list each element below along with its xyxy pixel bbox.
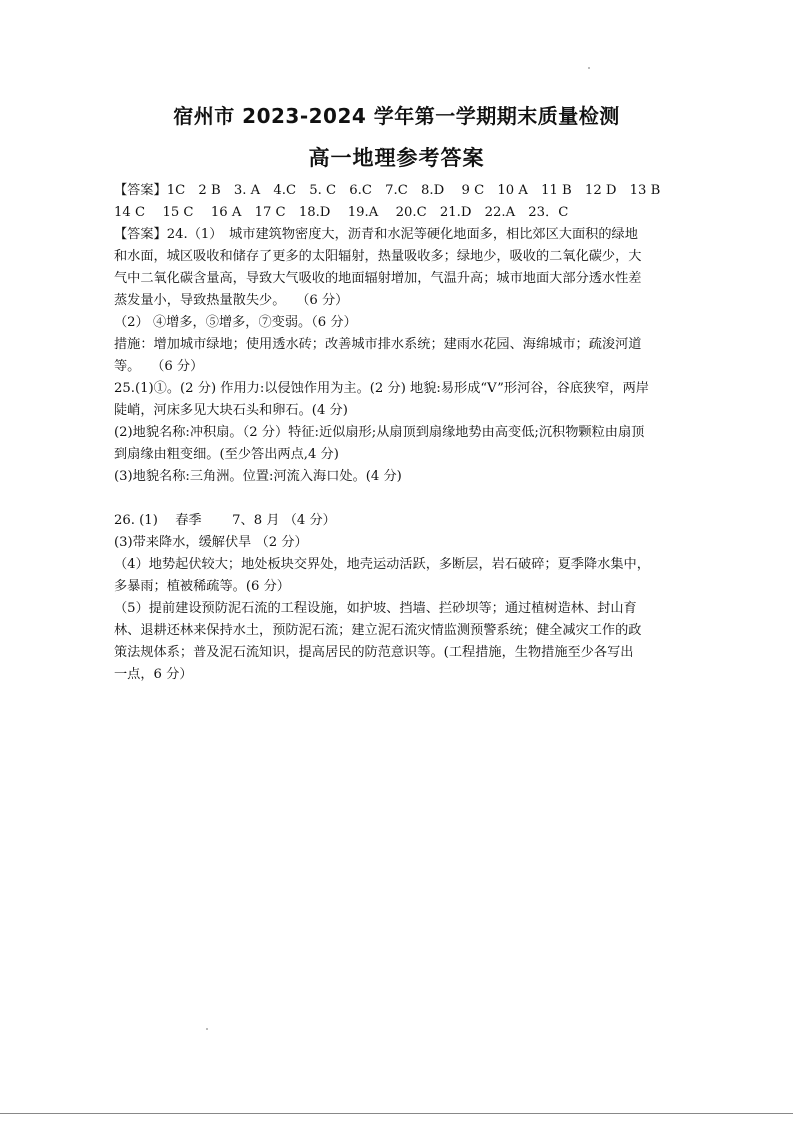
- answer-body: [114, 180, 684, 686]
- answer-line: （2） ④增多，⑤增多，⑦变弱。（6 分）: [114, 315, 357, 330]
- answer-line: 气中二氧化碳含量高，导致大气吸收的地面辐射增加，气温升高；城市地面大部分透水性差: [114, 271, 642, 286]
- scan-speck: [588, 67, 590, 69]
- answer-line: 和水面，城区吸收和储存了更多的太阳辐射，热量吸收多；绿地少，吸收的二氧化碳少，大: [114, 249, 642, 264]
- answer-line: （5）提前建设预防泥石流的工程设施，如护坡、挡墙、拦砂坝等；通过植树造林、封山育: [114, 601, 637, 616]
- document-title: 宿州市 2023-2024 学年第一学期期末质量检测: [173, 104, 620, 128]
- answer-line: 措施：增加城市绿地；使用透水砖；改善城市排水系统；建雨水花园、海绵城市；疏浚河道: [114, 337, 642, 352]
- answer-line: 一点，6 分）: [114, 667, 193, 682]
- scan-speck: [206, 1028, 208, 1030]
- answer-line: 26. (1) 春季 7、8 月 （4 分）: [114, 513, 336, 528]
- answer-line: 【答案】24.（1） 城市建筑物密度大，沥青和水泥等硬化地面多，相比郊区大面积的绿地: [114, 227, 638, 242]
- answer-line: 14 C 15 C 16 A 17 C 18.D 19.A 20.C 21.D 22.A 23．C: [114, 205, 569, 220]
- document-subtitle: 高一地理参考答案: [308, 146, 485, 170]
- answer-line: (3)带来降水，缓解伏旱 （2 分）: [114, 535, 308, 550]
- blank-line: [114, 488, 684, 510]
- answer-line: 25.(1)①。(2 分) 作用力:以侵蚀作用为主。(2 分) 地貌:易形成“V”形河谷，谷底狭窄，两岸: [114, 381, 649, 396]
- answer-line: 【答案】1C 2 B 3. A 4.C 5. C 6.C 7.C 8.D 9 C 10 A 11 B 12 D 13 B: [114, 183, 661, 198]
- answer-line: 陡峭，河床多见大块石头和卵石。(4 分): [114, 403, 348, 418]
- answer-line: 林、退耕还林来保持水土，预防泥石流；建立泥石流灾情监测预警系统；健全减灾工作的政: [114, 623, 642, 638]
- answer-line: (2)地貌名称:冲积扇。（2 分）特征:近似扇形;从扇顶到扇缘地势由高变低;沉积物颗粒由扇顶: [114, 425, 645, 440]
- answer-line: 到扇缘由粗变细。(至少答出两点,4 分): [114, 447, 339, 462]
- answer-line: 等。 （6 分）: [114, 359, 204, 374]
- answer-line: (3)地貌名称:三角洲。位置:河流入海口处。(4 分): [114, 469, 402, 484]
- answer-line: 多暴雨；植被稀疏等。(6 分）: [114, 579, 290, 594]
- page-bottom-border: [0, 1113, 793, 1114]
- answer-line: 策法规体系；普及泥石流知识，提高居民的防范意识等。(工程措施，生物措施至少各写出: [114, 645, 634, 660]
- answer-line: 蒸发量小，导致热量散失少。 （6 分）: [114, 293, 349, 308]
- answer-line: （4）地势起伏较大；地处板块交界处，地壳运动活跃，多断层，岩石破碎；夏季降水集中，: [114, 557, 650, 572]
